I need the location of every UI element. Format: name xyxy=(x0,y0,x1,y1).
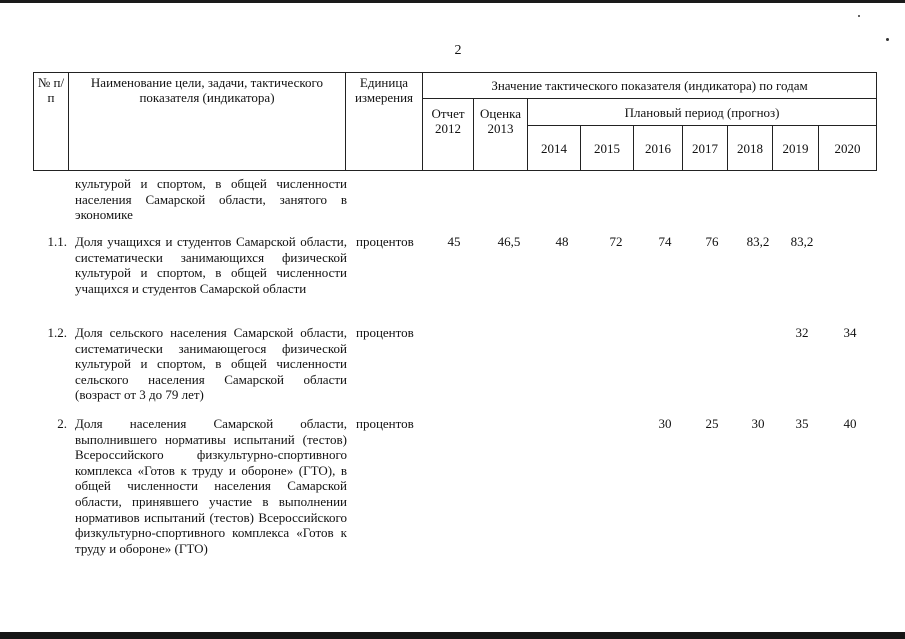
table-header xyxy=(33,72,877,171)
header-year-2014: 2014 xyxy=(528,126,581,171)
row-name: Доля сельского населения Самарской области, систематически занимающегося физической культурой и спортом, в общей численности сельского населения Самарской области (возраст от 3 до 79 лет) xyxy=(75,325,347,403)
row-unit: процентов xyxy=(356,234,414,249)
header-year-2020: 2020 xyxy=(819,126,877,171)
header-unit: Единица измерения xyxy=(346,73,423,171)
scan-speck xyxy=(858,15,860,17)
row-value-2018: 83,2 xyxy=(746,234,770,249)
row-unit: процентов xyxy=(356,325,414,340)
row-num: 2. xyxy=(57,416,67,431)
row-value-2017: 25 xyxy=(705,416,719,431)
row-value-2020: 40 xyxy=(843,416,857,431)
page-number: 2 xyxy=(454,43,462,58)
row-value-2016: 30 xyxy=(658,416,672,431)
header-name: Наименование цели, задачи, тактического показателя (индикатора) xyxy=(69,73,346,171)
scan-edge-bottom xyxy=(0,632,905,639)
row-num: 1.2. xyxy=(47,325,67,340)
row-name: Доля учащихся и студентов Самарской области, систематически занимающихся физической культурой и спортом, в общей численности учащихся и студентов Самарской области xyxy=(75,234,347,296)
scan-speck xyxy=(886,38,889,41)
row-value-2014: 48 xyxy=(555,234,569,249)
header-report-2012: Отчет 2012 xyxy=(423,99,474,171)
header-plan-period: Плановый период (прогноз) xyxy=(528,99,877,126)
header-year-2018: 2018 xyxy=(728,126,773,171)
header-num: № п/п xyxy=(34,73,69,171)
row-value-2016: 74 xyxy=(658,234,672,249)
row-value-2017: 76 xyxy=(705,234,719,249)
row-value-2018: 30 xyxy=(751,416,765,431)
row-unit: процентов xyxy=(356,416,414,431)
row-value-2015: 72 xyxy=(609,234,623,249)
header-values-by-year: Значение тактического показателя (индикатора) по годам xyxy=(423,73,877,99)
row-name: Доля населения Самарской области, выполнившего нормативы испытаний (тестов) Всероссийского физкультурно-спортивного комплекса «Готов к труду и обороне» (ГТО), в общей численности населения Самарской области, принявшего участие в выполнении нормативов испытаний (тестов) Всероссийского физкультурно-спортивного комплекса «Готов к труду и обороне» (ГТО) xyxy=(75,416,347,556)
scan-edge-top xyxy=(0,0,905,3)
row-value-2012: 45 xyxy=(447,234,461,249)
header-year-2015: 2015 xyxy=(581,126,634,171)
row-value-2013: 46,5 xyxy=(497,234,521,249)
header-year-2016: 2016 xyxy=(634,126,683,171)
row-value-2019: 32 xyxy=(795,325,809,340)
row-num: 1.1. xyxy=(47,234,67,249)
header-year-2017: 2017 xyxy=(683,126,728,171)
continuation-name: культурой и спортом, в общей численности населения Самарской области, занятого в экономике xyxy=(75,176,347,223)
row-value-2019: 35 xyxy=(795,416,809,431)
row-value-2019: 83,2 xyxy=(790,234,814,249)
header-year-2019: 2019 xyxy=(773,126,819,171)
header-estimate-2013: Оценка 2013 xyxy=(474,99,528,171)
row-value-2020: 34 xyxy=(843,325,857,340)
